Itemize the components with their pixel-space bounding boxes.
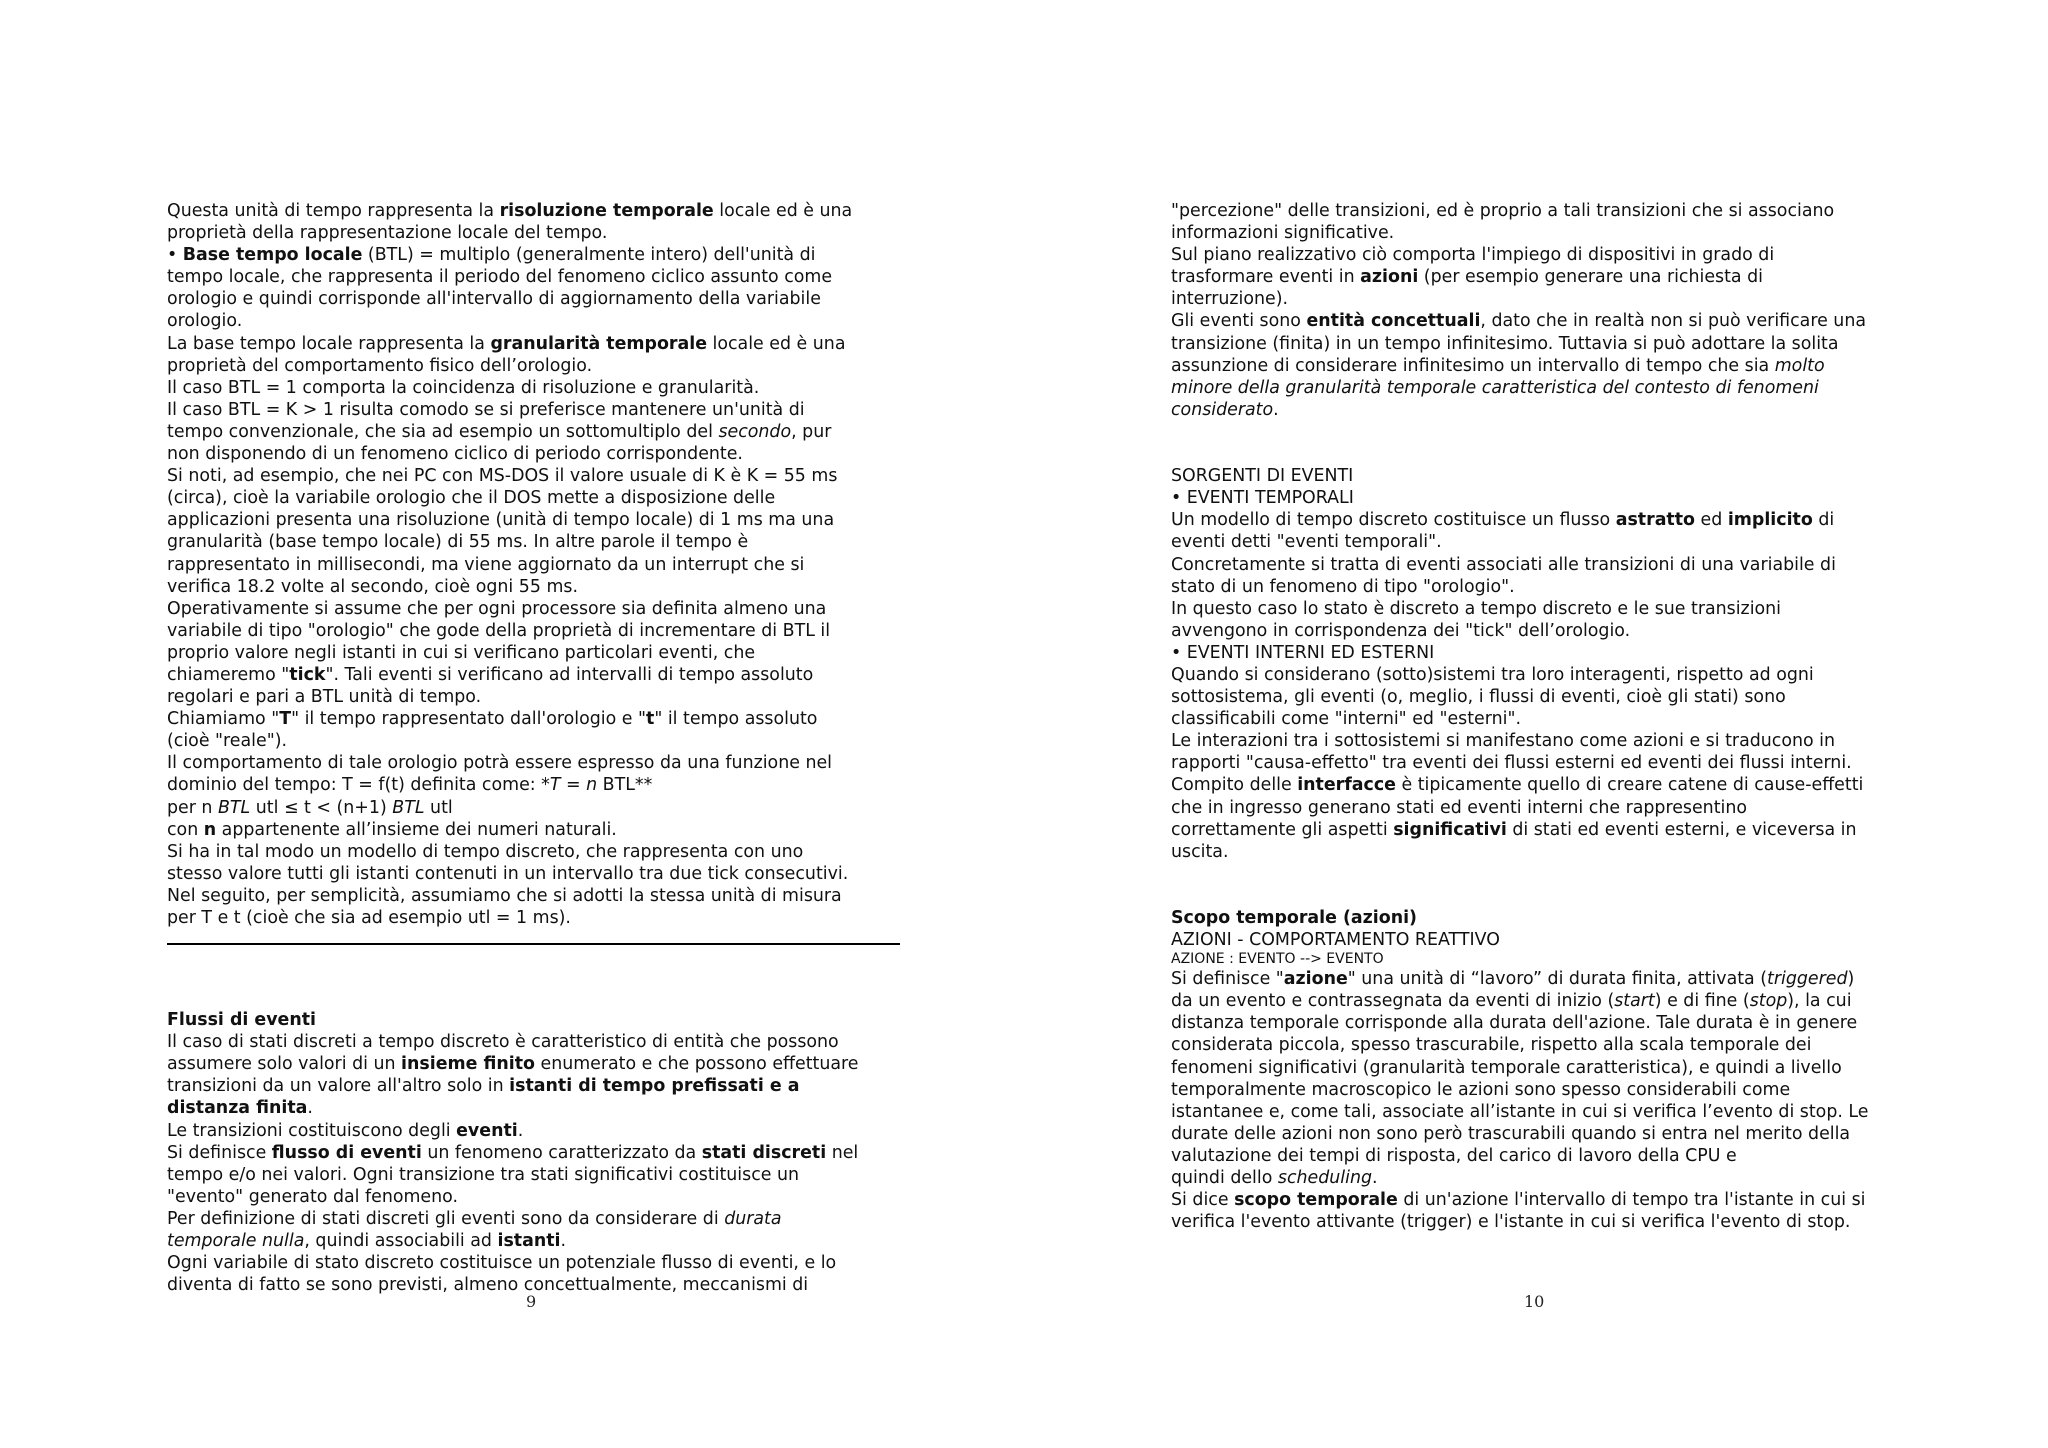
text-line: Ogni variabile di stato discreto costituisce un potenziale flusso di eventi, e lo xyxy=(167,1253,837,1274)
text-line: variabile di tipo "orologio" che gode della proprietà di incrementare di BTL il xyxy=(167,620,831,641)
text-line: durate delle azioni non sono però trascurabili quando si entra nel merito della xyxy=(1171,1123,1851,1144)
text-line: In questo caso lo stato è discreto a tempo discreto e le sue transizioni xyxy=(1171,598,1782,619)
text-line: istantanee e, come tali, associate all’istante in cui si verifica l’evento di stop. Le xyxy=(1171,1101,1869,1122)
text-line: per n BTL utl ≤ t < (n+1) BTL utl xyxy=(167,797,453,818)
text-line: Il caso BTL = 1 comporta la coincidenza di risoluzione e granularità. xyxy=(167,377,760,398)
text-line: (circa), cioè la variabile orologio che il DOS mette a disposizione delle xyxy=(167,488,776,509)
text-line: AZIONE : EVENTO --> EVENTO xyxy=(1171,951,1384,968)
page-number-left: 9 xyxy=(526,1292,537,1311)
text-line: informazioni significative. xyxy=(1171,223,1395,244)
text-line xyxy=(1171,885,1906,907)
text-line: per T e t (cioè che sia ad esempio utl = 1 ms). xyxy=(167,908,571,928)
text-line: applicazioni presenta una risoluzione (unità di tempo locale) di 1 ms ma una xyxy=(167,510,835,531)
text-line: trasformare eventi in azioni (per esempio generare una richiesta di xyxy=(1171,267,1763,288)
right-column-text xyxy=(1171,200,1906,1233)
text-line xyxy=(1171,863,1906,885)
text-line: sottosistema, gli eventi (o, meglio, i flussi di eventi, cioè gli stati) sono xyxy=(1171,687,1786,708)
text-line xyxy=(1171,421,1906,443)
text-line: stato di un fenomeno di tipo "orologio". xyxy=(1171,576,1515,597)
text-line: dominio del tempo: T = f(t) definita come: *T = n BTL** xyxy=(167,775,653,796)
text-line: (cioè "reale"). xyxy=(167,731,288,752)
text-line: SORGENTI DI EVENTI xyxy=(1171,466,1354,487)
text-line: considerato. xyxy=(1171,399,1279,420)
text-line: tempo locale, che rappresenta il periodo del fenomeno ciclico assunto come xyxy=(167,267,833,288)
text-line: interruzione). xyxy=(1171,289,1289,310)
text-line: La base tempo locale rappresenta la granularità temporale locale ed è una xyxy=(167,333,846,354)
text-line: Concretamente si tratta di eventi associati alle transizioni di una variabile di xyxy=(1171,554,1836,575)
left-column-text xyxy=(167,200,902,929)
text-line: Per definizione di stati discreti gli eventi sono da considerare di durata xyxy=(167,1208,782,1229)
text-line: temporale nulla, quindi associabili ad istanti. xyxy=(167,1231,567,1252)
text-line: Sul piano realizzativo ciò comporta l'impiego di dispositivi in grado di xyxy=(1171,245,1775,266)
section-divider xyxy=(167,943,900,945)
text-line: correttamente gli aspetti significativi di stati ed eventi esterni, e viceversa in xyxy=(1171,819,1857,840)
text-line: transizioni da un valore all'altro solo in istanti di tempo prefissati e a xyxy=(167,1076,800,1097)
text-line: regolari e pari a BTL unità di tempo. xyxy=(167,687,482,708)
text-line: diventa di fatto se sono previsti, almeno concettualmente, meccanismi di xyxy=(167,1275,809,1296)
right-column xyxy=(1171,200,1906,1233)
text-line: • EVENTI TEMPORALI xyxy=(1171,488,1354,509)
text-line: verifica l'evento attivante (trigger) e l'istante in cui si verifica l'evento di stop. xyxy=(1171,1212,1851,1233)
text-line: tempo convenzionale, che sia ad esempio un sottomultiplo del secondo, pur xyxy=(167,421,832,442)
text-line: che in ingresso generano stati ed eventi interni che rappresentino xyxy=(1171,797,1748,818)
text-line: classificabili come "interni" ed "esterni". xyxy=(1171,709,1521,730)
text-line: eventi detti "eventi temporali". xyxy=(1171,532,1442,553)
text-line: Questa unità di tempo rappresenta la risoluzione temporale locale ed è una xyxy=(167,201,853,221)
text-line: temporalmente macroscopico le azioni sono spesso considerabili come xyxy=(1171,1079,1791,1100)
text-line: Si noti, ad esempio, che nei PC con MS-DOS il valore usuale di K è K = 55 ms xyxy=(167,466,838,487)
text-line: Scopo temporale (azioni) xyxy=(1171,908,1417,928)
text-line: considerata piccola, spesso trascurabile, rispetto alla scala temporale dei xyxy=(1171,1035,1812,1056)
text-line: distanza temporale corrisponde alla durata dell'azione. Tale durata è in genere xyxy=(1171,1013,1858,1034)
text-line: granularità (base tempo locale) di 55 ms. In altre parole il tempo è xyxy=(167,532,749,553)
text-line: Le transizioni costituiscono degli eventi. xyxy=(167,1120,524,1141)
text-line: Si dice scopo temporale di un'azione l'intervallo di tempo tra l'istante in cui si xyxy=(1171,1190,1866,1211)
text-line: Le interazioni tra i sottosistemi si manifestano come azioni e si traducono in xyxy=(1171,731,1836,752)
text-line: Operativamente si assume che per ogni processore sia definita almeno una xyxy=(167,598,827,619)
text-line: da un evento e contrassegnata da eventi di inizio (start) e di fine (stop), la cui xyxy=(1171,991,1852,1012)
text-line: proprio valore negli istanti in cui si verificano particolari eventi, che xyxy=(167,642,756,663)
text-line: chiameremo "tick". Tali eventi si verificano ad intervalli di tempo assoluto xyxy=(167,664,814,685)
text-line: quindi dello scheduling. xyxy=(1171,1168,1378,1189)
text-line: AZIONI - COMPORTAMENTO REATTIVO xyxy=(1171,930,1500,951)
text-line: avvengono in corrispondenza dei "tick" dell’orologio. xyxy=(1171,620,1631,641)
text-line: Il caso BTL = K > 1 risulta comodo se si preferisce mantenere un'unità di xyxy=(167,399,805,420)
text-line: assunzione di considerare infinitesimo un intervallo di tempo che sia molto xyxy=(1171,355,1825,376)
text-line: orologio e quindi corrisponde all'intervallo di aggiornamento della variabile xyxy=(167,289,821,310)
text-line: Flussi di eventi xyxy=(167,1010,316,1031)
text-line: non disponendo di un fenomeno ciclico di periodo corrispondente. xyxy=(167,444,743,465)
page-number-right: 10 xyxy=(1524,1292,1545,1311)
text-line: fenomeni significativi (granularità temporale caratteristica), e quindi a livello xyxy=(1171,1057,1842,1078)
text-line: valutazione dei tempi di risposta, del carico di lavoro della CPU e xyxy=(1171,1145,1737,1166)
text-line: rapporti "causa-effetto" tra eventi dei flussi esterni ed eventi dei flussi interni. xyxy=(1171,753,1852,774)
text-line: Si ha in tal modo un modello di tempo discreto, che rappresenta con uno xyxy=(167,841,804,862)
text-line: • EVENTI INTERNI ED ESTERNI xyxy=(1171,642,1435,663)
text-line: Gli eventi sono entità concettuali, dato che in realtà non si può verificare una xyxy=(1171,311,1867,332)
text-line: • Base tempo locale (BTL) = multiplo (generalmente intero) dell'unità di xyxy=(167,245,816,266)
text-line: Si definisce "azione" una unità di “lavoro” di durata finita, attivata (triggered) xyxy=(1171,969,1855,990)
text-line: stesso valore tutti gli istanti contenuti in un intervallo tra due tick consecutivi. xyxy=(167,863,849,884)
text-line: uscita. xyxy=(1171,841,1229,862)
text-line: Nel seguito, per semplicità, assumiamo che si adotti la stessa unità di misura xyxy=(167,885,842,906)
text-line: con n appartenente all’insieme dei numeri naturali. xyxy=(167,819,617,840)
text-line: Quando si considerano (sotto)sistemi tra loro interagenti, rispetto ad ogni xyxy=(1171,664,1814,685)
text-line xyxy=(1171,443,1906,465)
text-line: proprietà del comportamento fisico dell’orologio. xyxy=(167,355,593,376)
text-line: verifica 18.2 volte al secondo, cioè ogni 55 ms. xyxy=(167,576,578,597)
text-line: Il caso di stati discreti a tempo discreto è caratteristico di entità che possono xyxy=(167,1032,839,1053)
text-line: assumere solo valori di un insieme finito enumerato e che possono effettuare xyxy=(167,1054,859,1075)
text-line: Un modello di tempo discreto costituisce un flusso astratto ed implicito di xyxy=(1171,510,1835,531)
text-line: transizione (finita) in un tempo infinitesimo. Tuttavia si può adottare la solita xyxy=(1171,333,1839,354)
text-line: Si definisce flusso di eventi un fenomeno caratterizzato da stati discreti nel xyxy=(167,1142,859,1163)
text-line: Il comportamento di tale orologio potrà essere espresso da una funzione nel xyxy=(167,753,832,774)
flussi-di-eventi-section xyxy=(167,1009,902,1296)
text-line: tempo e/o nei valori. Ogni transizione tra stati significativi costituisce un xyxy=(167,1164,800,1185)
text-line: rappresentato in millisecondi, ma viene aggiornato da un interrupt che si xyxy=(167,554,805,575)
text-line: distanza finita. xyxy=(167,1098,313,1119)
text-line: "percezione" delle transizioni, ed è proprio a tali transizioni che si associano xyxy=(1171,201,1835,221)
text-line: proprietà della rappresentazione locale del tempo. xyxy=(167,223,608,244)
text-line: "evento" generato dal fenomeno. xyxy=(167,1186,459,1207)
text-line: minore della granularità temporale caratteristica del contesto di fenomeni xyxy=(1171,377,1819,398)
text-line: orologio. xyxy=(167,311,243,332)
text-line: Compito delle interfacce è tipicamente quello di creare catene di cause-effetti xyxy=(1171,775,1864,796)
left-column xyxy=(167,200,902,1296)
text-line: Chiamiamo "T" il tempo rappresentato dall'orologio e "t" il tempo assoluto xyxy=(167,709,818,730)
